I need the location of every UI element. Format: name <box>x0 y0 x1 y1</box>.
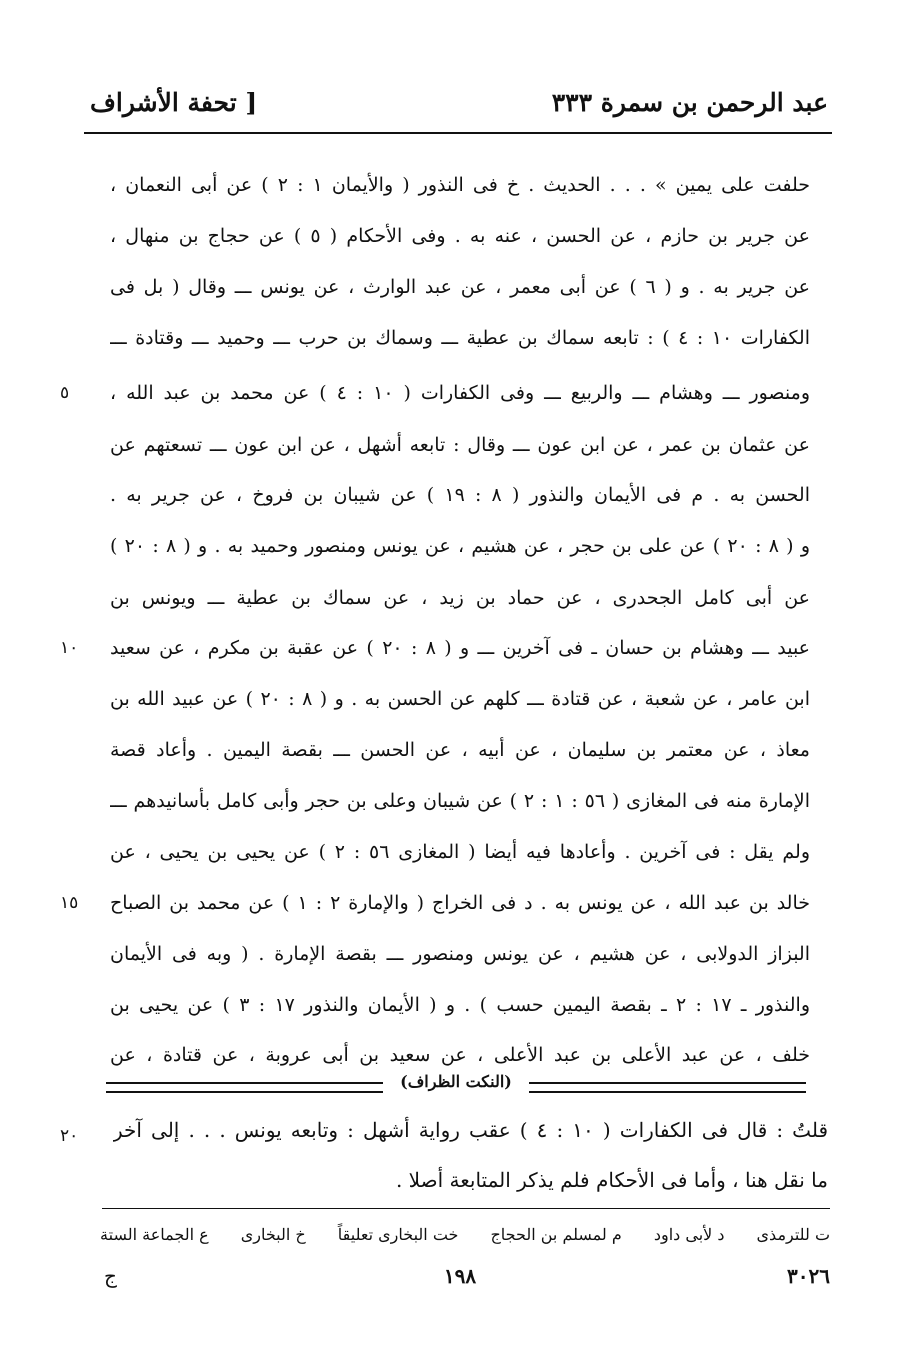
abbr-item: د لأبى داود <box>653 1225 725 1244</box>
footer-divider <box>102 1208 830 1209</box>
page-number: ١٩٨ <box>443 1264 477 1288</box>
text-line: ومنصور ـــ وهشام ـــ والربيع ـــ وفى الكفارات ( ١٠ : ٤ ) عن محمد بن عبد الله ، <box>110 382 810 404</box>
hadith-number: ٣٠٢٦ <box>787 1264 830 1288</box>
header-book-title: [ تحفة الأشراف <box>90 88 258 117</box>
abbr-item: خت البخارى تعليقاً <box>337 1225 459 1244</box>
running-header <box>90 88 828 122</box>
abbr-item: ع الجماعة الستة <box>100 1225 209 1244</box>
note-line: ما نقل هنا ، وأما فى الأحكام فلم يذكر المتابعة أصلا . <box>395 1168 828 1192</box>
text-line: عن عثمان بن عمر ، عن ابن عون ـــ وقال : تابعه أشهل ، عن ابن عون ـــ تسعتهم عن <box>110 434 810 456</box>
abbr-item: خ البخارى <box>240 1225 306 1244</box>
abbreviations-key <box>100 1216 830 1254</box>
line-number-20: ٢٠ <box>60 1126 79 1146</box>
text-line: و ( ٨ : ٢٠ ) عن على بن حجر ، عن هشيم ، عن يونس ومنصور وحميد به . و ( ٨ : ٢٠ ) <box>110 535 810 557</box>
page-footer <box>90 1264 830 1304</box>
nukat-section-title: (النكت الظراف) <box>383 1066 529 1098</box>
text-line: الحسن به . م فى الأيمان والنذور ( ٨ : ١٩ ) عن شيبان بن فروخ ، عن جرير به . <box>110 484 810 506</box>
header-divider <box>84 132 832 134</box>
header-section-title: عبد الرحمن بن سمرة ٣٣٣ <box>551 88 828 117</box>
text-line: الإمارة منه فى المغازى ( ٥٦ : ١ : ٢ ) عن شيبان وعلى بن حجر وأبى كامل بأسانيدهم ـــ <box>110 790 810 812</box>
text-line: عبيد ـــ وهشام بن حسان ـ فى آخرين ـــ و ( ٨ : ٢٠ ) عن عقبة بن مكرم ، عن سعيد <box>110 637 810 659</box>
note-line: قلتُ : قال فى الكفارات ( ١٠ : ٤ ) عقب رواية أشهل : وتابعه يونس . . . إلى آخر <box>113 1118 828 1142</box>
text-line: عن جرير به . و ( ٦ ) عن أبى معمر ، عن عبد الوارث ، عن يونس ـــ وقال ( بل فى <box>110 276 810 298</box>
line-number-15: ١٥ <box>60 893 79 913</box>
text-line: والنذور ـ ١٧ : ٢ ـ بقصة اليمين حسب ) . و ( الأيمان والنذور ١٧ : ٣ ) عن يحيى بن <box>110 994 810 1016</box>
text-line: البزاز الدولابى ، عن هشيم ، عن يونس ومنصور ـــ بقصة الإمارة . ( وبه فى الأيمان <box>110 943 810 965</box>
abbr-item: ت للترمذى <box>756 1225 830 1244</box>
text-line: ولم يقل : فى آخرين . وأعادها فيه أيضا ( المغازى ٥٦ : ٢ ) عن يحيى بن يحيى ، عن <box>110 841 810 863</box>
line-number-5: ٥ <box>60 383 70 403</box>
text-line: خالد بن عبد الله ، عن يونس به . د فى الخراج ( والإمارة ٢ : ١ ) عن محمد بن الصباح <box>110 892 810 914</box>
signature-mark: ج <box>104 1264 117 1288</box>
text-line: ابن عامر ، عن شعبة ، عن قتادة ـــ كلهم عن الحسن به . و ( ٨ : ٢٠ ) عن عبيد الله بن <box>110 688 810 710</box>
abbr-item: م لمسلم بن الحجاج <box>490 1225 622 1244</box>
text-line: عن جرير بن حازم ، عن الحسن ، عنه به . وفى الأحكام ( ٥ ) عن حجاج بن منهال ، <box>110 225 810 247</box>
text-line: عن أبى كامل الجحدرى ، عن حماد بن زيد ، عن سماك بن عطية ـــ ويونس بن <box>110 587 810 609</box>
text-line: حلفت على يمين » . . . الحديث . خ فى النذور ( والأيمان ١ : ٢ ) عن أبى النعمان ، <box>110 174 810 196</box>
text-line: معاذ ، عن معتمر بن سليمان ، عن أبيه ، عن الحسن ـــ بقصة اليمين . وأعاد قصة <box>110 739 810 761</box>
text-line: الكفارات ١٠ : ٤ ) : تابعه سماك بن عطية ـــ وسماك بن حرب ـــ وحميد ـــ وقتادة ـــ <box>110 327 810 349</box>
text-line: خلف ، عن عبد الأعلى بن عبد الأعلى ، عن سعيد بن أبى عروبة ، عن قتادة ، عن <box>110 1044 810 1066</box>
line-number-10: ١٠ <box>60 638 79 658</box>
